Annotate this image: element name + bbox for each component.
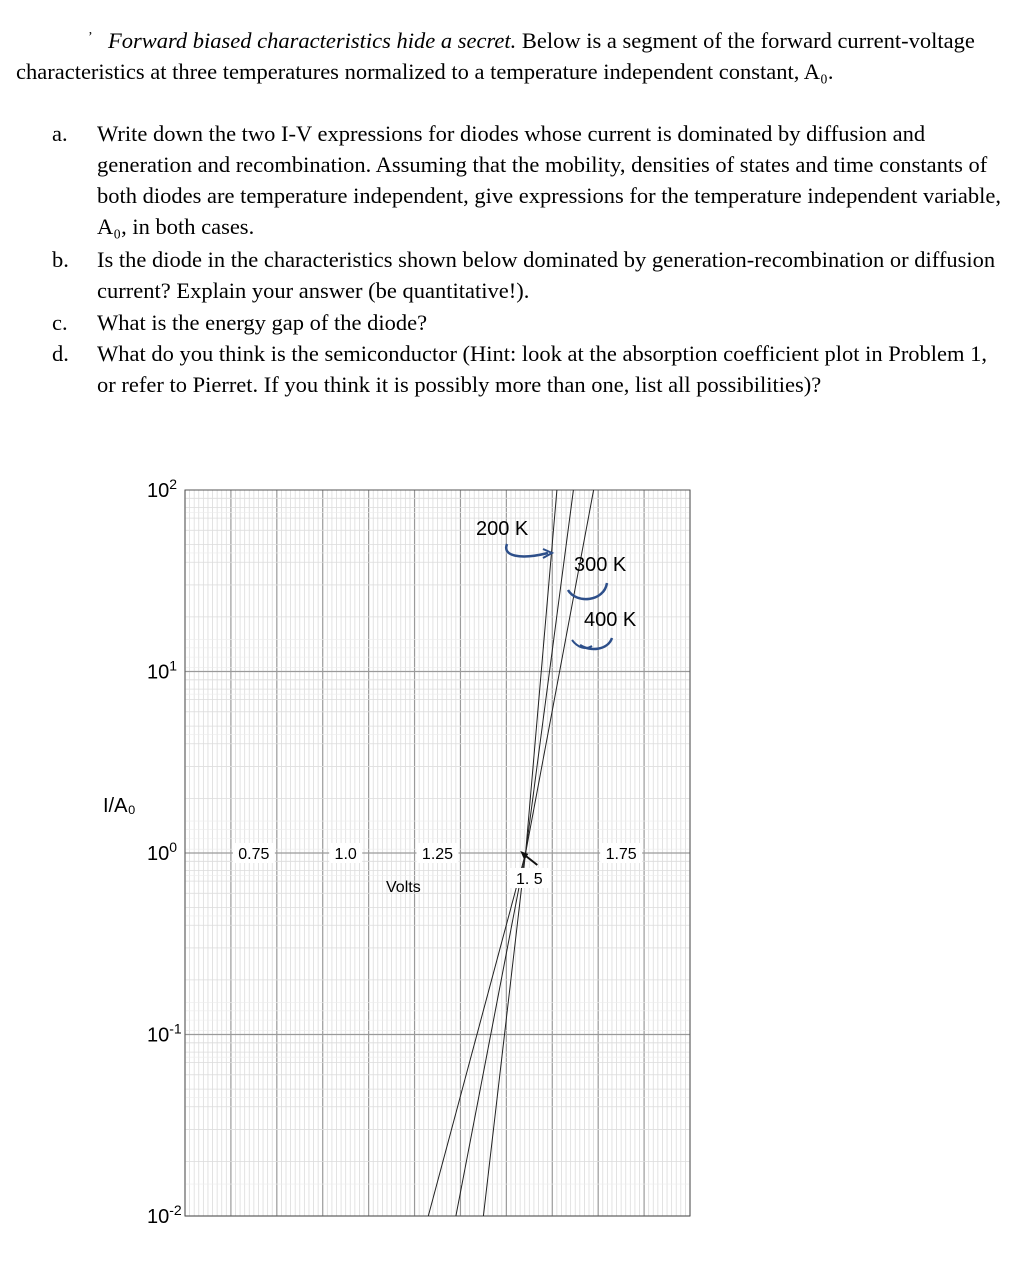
- x-tick-label: 1.75: [605, 846, 637, 863]
- x-axis-label: Volts: [386, 879, 421, 896]
- question-text: Is the diode in the characteristics shown below dominated by generation-recombination or diffusion current? Explain your answer (be quantitative!).: [97, 247, 996, 303]
- question-label: a.: [52, 121, 68, 146]
- question-text: What do you think is the semiconductor (Hint: look at the absorption coefficient plot in Problem 1, or refer to Pierret. If you think it is possibly more than one, list all possibilities)?: [97, 341, 988, 397]
- y-tick-label: $10^2$: [147, 476, 178, 502]
- annotation-200k: 200 K: [476, 518, 529, 540]
- arrow-head-icon: [520, 851, 528, 860]
- question-text: Write down the two I-V expressions for diodes whose current is dominated by diffusion and generation and recombination. Assuming that the mobility, densities of states and time constants of both diodes are temperature independent, give expressions for the temperature independent variable, A₀, in both cases.: [97, 121, 1002, 239]
- question-label: c.: [52, 310, 68, 335]
- annotation-400k: 400 K: [584, 609, 637, 631]
- question-label: b.: [52, 247, 69, 272]
- y-tick-label: $10^0$: [147, 839, 178, 865]
- y-tick-labels: [147, 476, 182, 1228]
- annotation-stroke-300k: [568, 583, 607, 599]
- x-tick-label: 1. 5: [515, 871, 543, 888]
- question-text: What is the energy gap of the diode?: [97, 310, 428, 335]
- y-tick-label: $10^{-1}$: [147, 1020, 182, 1047]
- intro-text: Below is a segment of the forward current-voltage characteristics at three temperatures normalized to a temperature independent constant, A₀.: [16, 28, 975, 84]
- x-tick-label: 1.0: [334, 846, 357, 863]
- stray-mark: ’: [88, 30, 93, 45]
- y-axis-label: I/A₀: [103, 795, 136, 817]
- intro-italic: Forward biased characteristics hide a secret.: [108, 28, 517, 53]
- y-tick-label: $10^{-2}$: [147, 1202, 182, 1228]
- annotation-300k: 300 K: [574, 554, 627, 576]
- annotation-stroke-200k: [506, 544, 548, 556]
- question-label: d.: [52, 341, 69, 366]
- x-tick-label: 0.75: [238, 846, 270, 863]
- y-tick-label: $10^1$: [147, 657, 178, 684]
- x-tick-label: 1.25: [421, 846, 454, 863]
